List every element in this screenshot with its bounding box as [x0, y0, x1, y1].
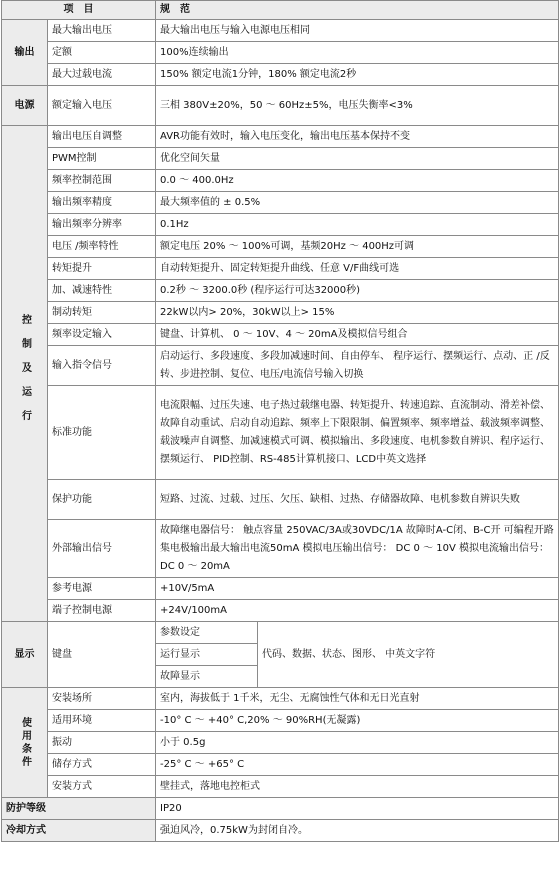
item-label: 最大输出电压	[48, 20, 156, 42]
item-value: 0.0 ～ 400.0Hz	[156, 170, 559, 192]
item-label: 适用环境	[48, 710, 156, 732]
item-label: 参考电源	[48, 578, 156, 600]
table-row	[2, 688, 559, 710]
item-value: +10V/5mA	[156, 578, 559, 600]
table-row	[2, 170, 559, 192]
item-value: 0.1Hz	[156, 214, 559, 236]
item-value: 0.2秒 ～ 3200.0秒 (程序运行可达32000秒)	[156, 280, 559, 302]
table-row	[2, 324, 559, 346]
item-value: 额定电压 20% ～ 100%可调，基频20Hz ～ 400Hz可调	[156, 236, 559, 258]
header-row	[2, 1, 559, 20]
table-row	[2, 578, 559, 600]
item-label: 加、减速特性	[48, 280, 156, 302]
item-value: 启动运行、多段速度、多段加减速时间、自由停车、 程序运行、摆频运行、点动、正 /反转、步进控制、复位、电压/电流信号输入切换	[156, 346, 559, 386]
cooling-label: 冷却方式	[2, 820, 156, 842]
item-value: AVR功能有效时，输入电压变化，输出电压基本保持不变	[156, 126, 559, 148]
item-value: 150% 额定电流1分钟，180% 额定电流2秒	[156, 64, 559, 86]
item-label: 振动	[48, 732, 156, 754]
display-sub-item: 参数设定	[156, 622, 258, 644]
table-row	[2, 820, 559, 842]
item-label: 最大过载电流	[48, 64, 156, 86]
item-value: 短路、过流、过载、过压、欠压、缺相、过热、存储器故障、电机参数自辨识失败	[156, 480, 559, 520]
display-sub-item: 故障显示	[156, 666, 258, 688]
table-row	[2, 64, 559, 86]
table-row	[2, 622, 559, 644]
table-row	[2, 754, 559, 776]
table-row	[2, 192, 559, 214]
protection-grade-value: IP20	[156, 798, 559, 820]
item-value: 自动转矩提升、固定转矩提升曲线、任意 V/F曲线可选	[156, 258, 559, 280]
table-row	[2, 732, 559, 754]
category-display: 显示	[2, 622, 48, 688]
table-row	[2, 20, 559, 42]
table-row	[2, 798, 559, 820]
table-row	[2, 258, 559, 280]
item-value: 故障继电器信号： 触点容量 250VAC/3A或30VDC/1A 故障时A-C闭、B-C开 可编程开路集电极输出最大输出电流50mA 模拟电压输出信号： DC 0 ～ 10V 模拟电流输出信号： DC 0 ～ 20mA	[156, 520, 559, 578]
item-label: 键盘	[48, 622, 156, 688]
item-label: PWM控制	[48, 148, 156, 170]
item-label: 输入指令信号	[48, 346, 156, 386]
protection-grade-label: 防护等级	[2, 798, 156, 820]
table-row	[2, 214, 559, 236]
table-row	[2, 236, 559, 258]
category-conditions: 使用条件	[2, 688, 48, 798]
item-value: 壁挂式，落地电控柜式	[156, 776, 559, 798]
item-value: 优化空间矢量	[156, 148, 559, 170]
table-row	[2, 776, 559, 798]
item-value: 最大输出电压与输入电源电压相同	[156, 20, 559, 42]
item-value: 最大频率值的 ± 0.5%	[156, 192, 559, 214]
table-row	[2, 280, 559, 302]
item-label: 转矩提升	[48, 258, 156, 280]
item-label: 频率控制范围	[48, 170, 156, 192]
item-label: 定额	[48, 42, 156, 64]
category-output: 输出	[2, 20, 48, 86]
table-row	[2, 346, 559, 386]
table-row	[2, 710, 559, 732]
table-row	[2, 480, 559, 520]
item-value: 三相 380V±20%，50 ～ 60Hz±5%，电压失衡率<3%	[156, 86, 559, 126]
item-value: 100%连续输出	[156, 42, 559, 64]
item-value: 代码、数据、状态、图形、 中英文字符	[258, 622, 559, 688]
header-spec: 规 范	[156, 1, 559, 20]
item-value: 电流限幅、过压失速、电子热过载继电器、转矩提升、转速追踪、直流制动、滑差补偿、故障自动重试、启动自动追踪、频率上下限限制、偏置频率、频率增益、载波频率调整、载波噪声自调整、加减速模式可调、模拟输出、多段速度、电机参数自辨识、程序运行、摆频运行、 PID控制、RS-485计算机接口、LCD中英文选择	[156, 386, 559, 480]
category-power: 电源	[2, 86, 48, 126]
table-row	[2, 302, 559, 324]
item-label: 电压 /频率特性	[48, 236, 156, 258]
item-value: -25° C ～ +65° C	[156, 754, 559, 776]
table-row	[2, 600, 559, 622]
item-label: 频率设定输入	[48, 324, 156, 346]
item-value: +24V/100mA	[156, 600, 559, 622]
item-label: 安装方式	[48, 776, 156, 798]
header-item: 项 目	[2, 1, 156, 20]
item-value: -10° C ～ +40° C,20% ～ 90%RH(无凝露)	[156, 710, 559, 732]
item-value: 键盘、计算机、 0 ～ 10V、4 ～ 20mA及模拟信号组合	[156, 324, 559, 346]
item-label: 输出电压自调整	[48, 126, 156, 148]
spec-table	[1, 0, 559, 842]
item-value: 室内，海拔低于 1千米，无尘、无腐蚀性气体和无日光直射	[156, 688, 559, 710]
table-row	[2, 42, 559, 64]
item-value: 22kW以内> 20%，30kW以上> 15%	[156, 302, 559, 324]
item-label: 输出频率分辨率	[48, 214, 156, 236]
item-label: 标准功能	[48, 386, 156, 480]
item-label: 制动转矩	[48, 302, 156, 324]
table-row	[2, 126, 559, 148]
table-row	[2, 86, 559, 126]
item-label: 输出频率精度	[48, 192, 156, 214]
item-label: 保护功能	[48, 480, 156, 520]
item-label: 储存方式	[48, 754, 156, 776]
cooling-value: 强迫风冷，0.75kW为封闭自冷。	[156, 820, 559, 842]
category-control: 控制及运行	[2, 126, 48, 622]
table-row	[2, 520, 559, 578]
display-sub-item: 运行显示	[156, 644, 258, 666]
item-label: 外部输出信号	[48, 520, 156, 578]
item-label: 额定输入电压	[48, 86, 156, 126]
item-label: 端子控制电源	[48, 600, 156, 622]
item-value: 小于 0.5g	[156, 732, 559, 754]
table-row	[2, 386, 559, 480]
table-row	[2, 148, 559, 170]
item-label: 安装场所	[48, 688, 156, 710]
